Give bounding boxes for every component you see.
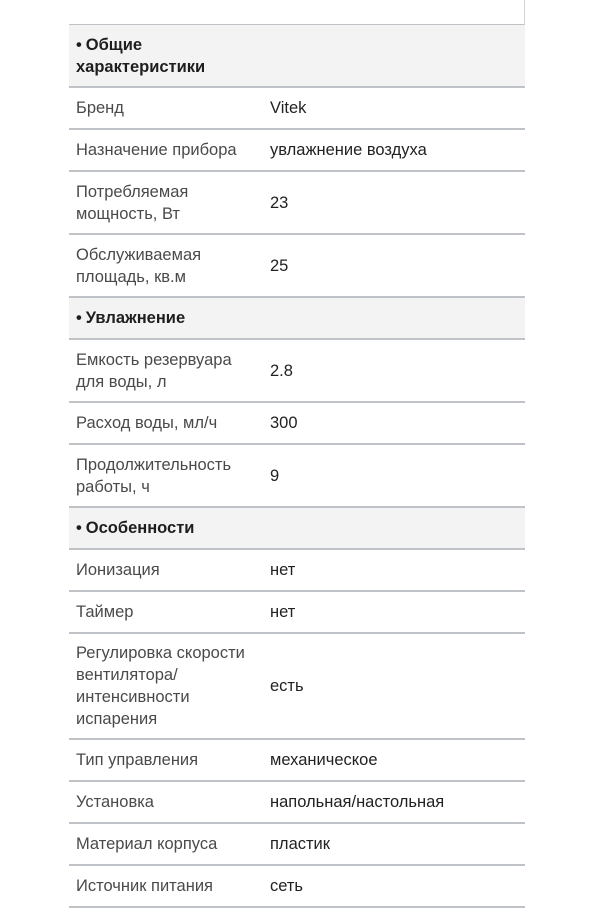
spec-value: 9: [270, 466, 280, 485]
spec-row: [69, 235, 525, 298]
section-header-general: [69, 25, 525, 88]
spec-row: [69, 782, 525, 824]
spec-label: Продолжительность работы, ч: [76, 455, 232, 496]
spec-label: Обслуживаемая площадь, кв.м: [76, 245, 202, 286]
spec-value: увлажнение воздуха: [270, 141, 427, 159]
spec-label: Емкость резервуара для воды, л: [76, 350, 232, 391]
spec-label: Источник питания: [76, 877, 213, 895]
spec-value: нет: [270, 561, 296, 579]
spec-value: 23: [270, 193, 289, 212]
spec-value: пластик: [270, 835, 330, 853]
spec-row: [69, 403, 525, 445]
spec-row: [69, 340, 525, 403]
spec-row: [69, 88, 525, 130]
bullet-icon: •: [76, 35, 82, 54]
spec-label: Таймер: [76, 603, 134, 621]
section-header-features: [69, 508, 525, 550]
spec-table: [69, 0, 525, 908]
bullet-icon: •: [76, 519, 82, 537]
spec-label: Потребляемая мощность, Вт: [76, 182, 189, 223]
section-header-humidification: [69, 298, 525, 340]
spec-row: [69, 592, 525, 634]
spec-row: [69, 445, 525, 508]
section-title: Увлажнение: [85, 309, 186, 327]
spec-value: 300: [270, 414, 298, 432]
section-title: Общие характеристики: [76, 35, 206, 76]
spec-row: [69, 866, 525, 908]
spec-value: сеть: [270, 877, 304, 895]
spec-row: [69, 172, 525, 235]
spec-row: [69, 740, 525, 782]
spec-value: 2.8: [270, 361, 293, 380]
table-top-edge: [69, 0, 525, 25]
spec-label: Бренд: [76, 99, 124, 117]
spec-row: [69, 824, 525, 866]
spec-row: [69, 130, 525, 172]
spec-label: Регулировка скорости вентилятора/ интенсивности испарения: [76, 644, 245, 728]
spec-value: есть: [270, 677, 304, 695]
section-title: Особенности: [85, 519, 195, 537]
spec-row: [69, 634, 525, 740]
spec-value: нет: [270, 603, 296, 621]
bullet-icon: •: [76, 309, 82, 327]
spec-value: 25: [270, 256, 289, 275]
spec-label: Материал корпуса: [76, 835, 218, 853]
spec-label: Расход воды, мл/ч: [76, 414, 218, 432]
spec-label: Ионизация: [76, 561, 160, 579]
spec-value: Vitek: [270, 99, 307, 117]
spec-label: Назначение прибора: [76, 141, 237, 159]
spec-row: [69, 550, 525, 592]
spec-label: Тип управления: [76, 751, 199, 769]
spec-value: напольная/настольная: [270, 793, 445, 811]
spec-value: механическое: [270, 751, 378, 769]
spec-label: Установка: [76, 793, 154, 811]
